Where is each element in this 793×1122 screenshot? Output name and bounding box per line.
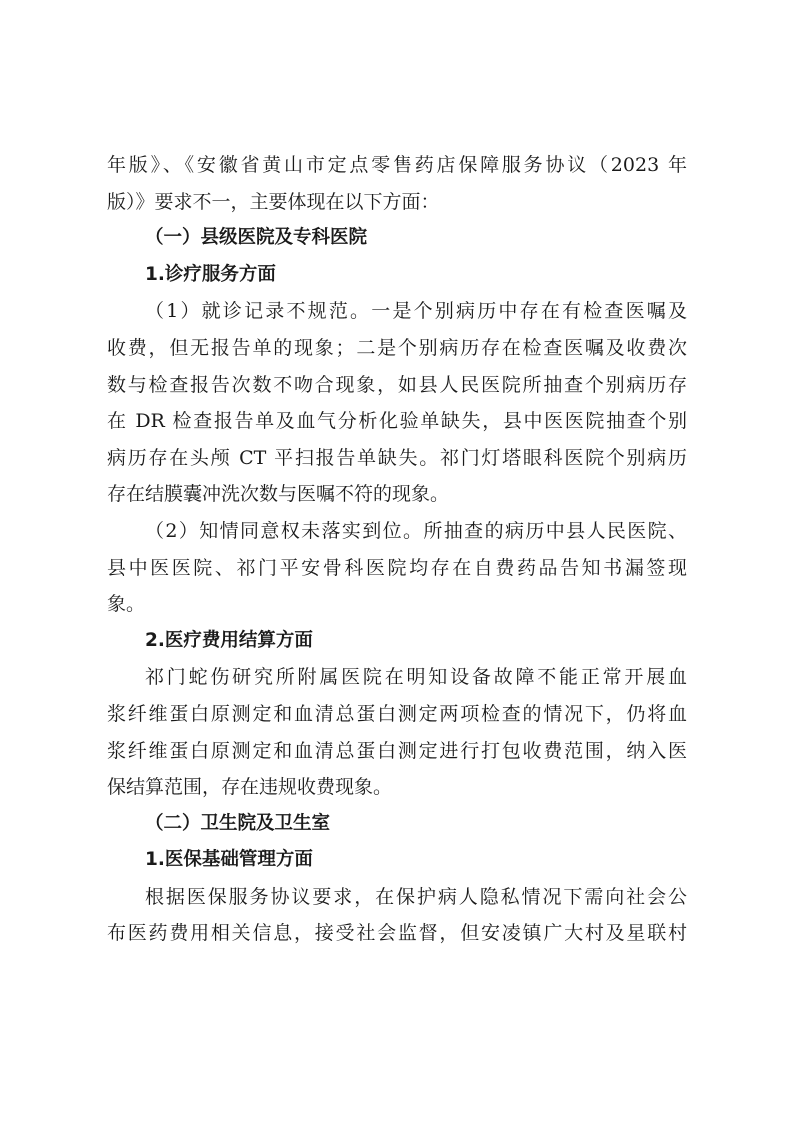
body-line: 布医药费用相关信息，接受社会监督，但安凌镇广大村及星联村 xyxy=(107,922,687,945)
body-line: 浆纤维蛋白原测定和血清总蛋白测定两项检查的情况下，仍将血 xyxy=(107,702,687,725)
body-line: 保结算范围，存在违规收费现象。 xyxy=(107,776,393,799)
paragraph-first-line: （1）就诊记录不规范。一是个别病历中存在有检查医嘱及 xyxy=(145,300,687,323)
body-line: 年版》、《安徽省黄山市定点零售药店保障服务协议（2023 年 xyxy=(107,154,687,176)
document-body xyxy=(107,147,687,952)
subsection-heading: 1.医保基础管理方面 xyxy=(145,849,313,871)
paragraph-first-line: 祁门蛇伤研究所附属医院在明知设备故障不能正常开展血 xyxy=(145,666,687,689)
body-line: 收费，但无报告单的现象；二是个别病历存在检查医嘱及收费次 xyxy=(107,336,687,359)
paragraph-first-line: 根据医保服务协议要求，在保护病人隐私情况下需向社会公 xyxy=(145,885,687,908)
paragraph-first-line: （2）知情同意权未落实到位。所抽查的病历中县人民医院、 xyxy=(145,519,687,542)
body-line: 浆纤维蛋白原测定和血清总蛋白测定进行打包收费范围，纳入医 xyxy=(107,739,687,762)
body-line: 存在结膜囊冲洗次数与医嘱不符的现象。 xyxy=(107,483,450,506)
body-line: 数与检查报告次数不吻合现象，如县人民医院所抽查个别病历存 xyxy=(107,373,687,396)
section-heading: （二）卫生院及卫生室 xyxy=(145,812,331,834)
body-line: 病历存在头颅 CT 平扫报告单缺失。祁门灯塔眼科医院个别病历 xyxy=(107,446,687,469)
subsection-heading: 2.医疗费用结算方面 xyxy=(145,629,313,651)
section-heading: （一）县级医院及专科医院 xyxy=(145,227,368,249)
subsection-heading: 1.诊疗服务方面 xyxy=(145,263,276,285)
body-line: 在 DR 检查报告单及血气分析化验单缺失，县中医医院抽查个别 xyxy=(107,410,687,433)
body-line: 版）》要求不一，主要体现在以下方面： xyxy=(107,190,440,213)
body-line: 象。 xyxy=(107,593,146,616)
body-line: 县中医医院、祁门平安骨科医院均存在自费药品告知书漏签现 xyxy=(107,556,687,579)
